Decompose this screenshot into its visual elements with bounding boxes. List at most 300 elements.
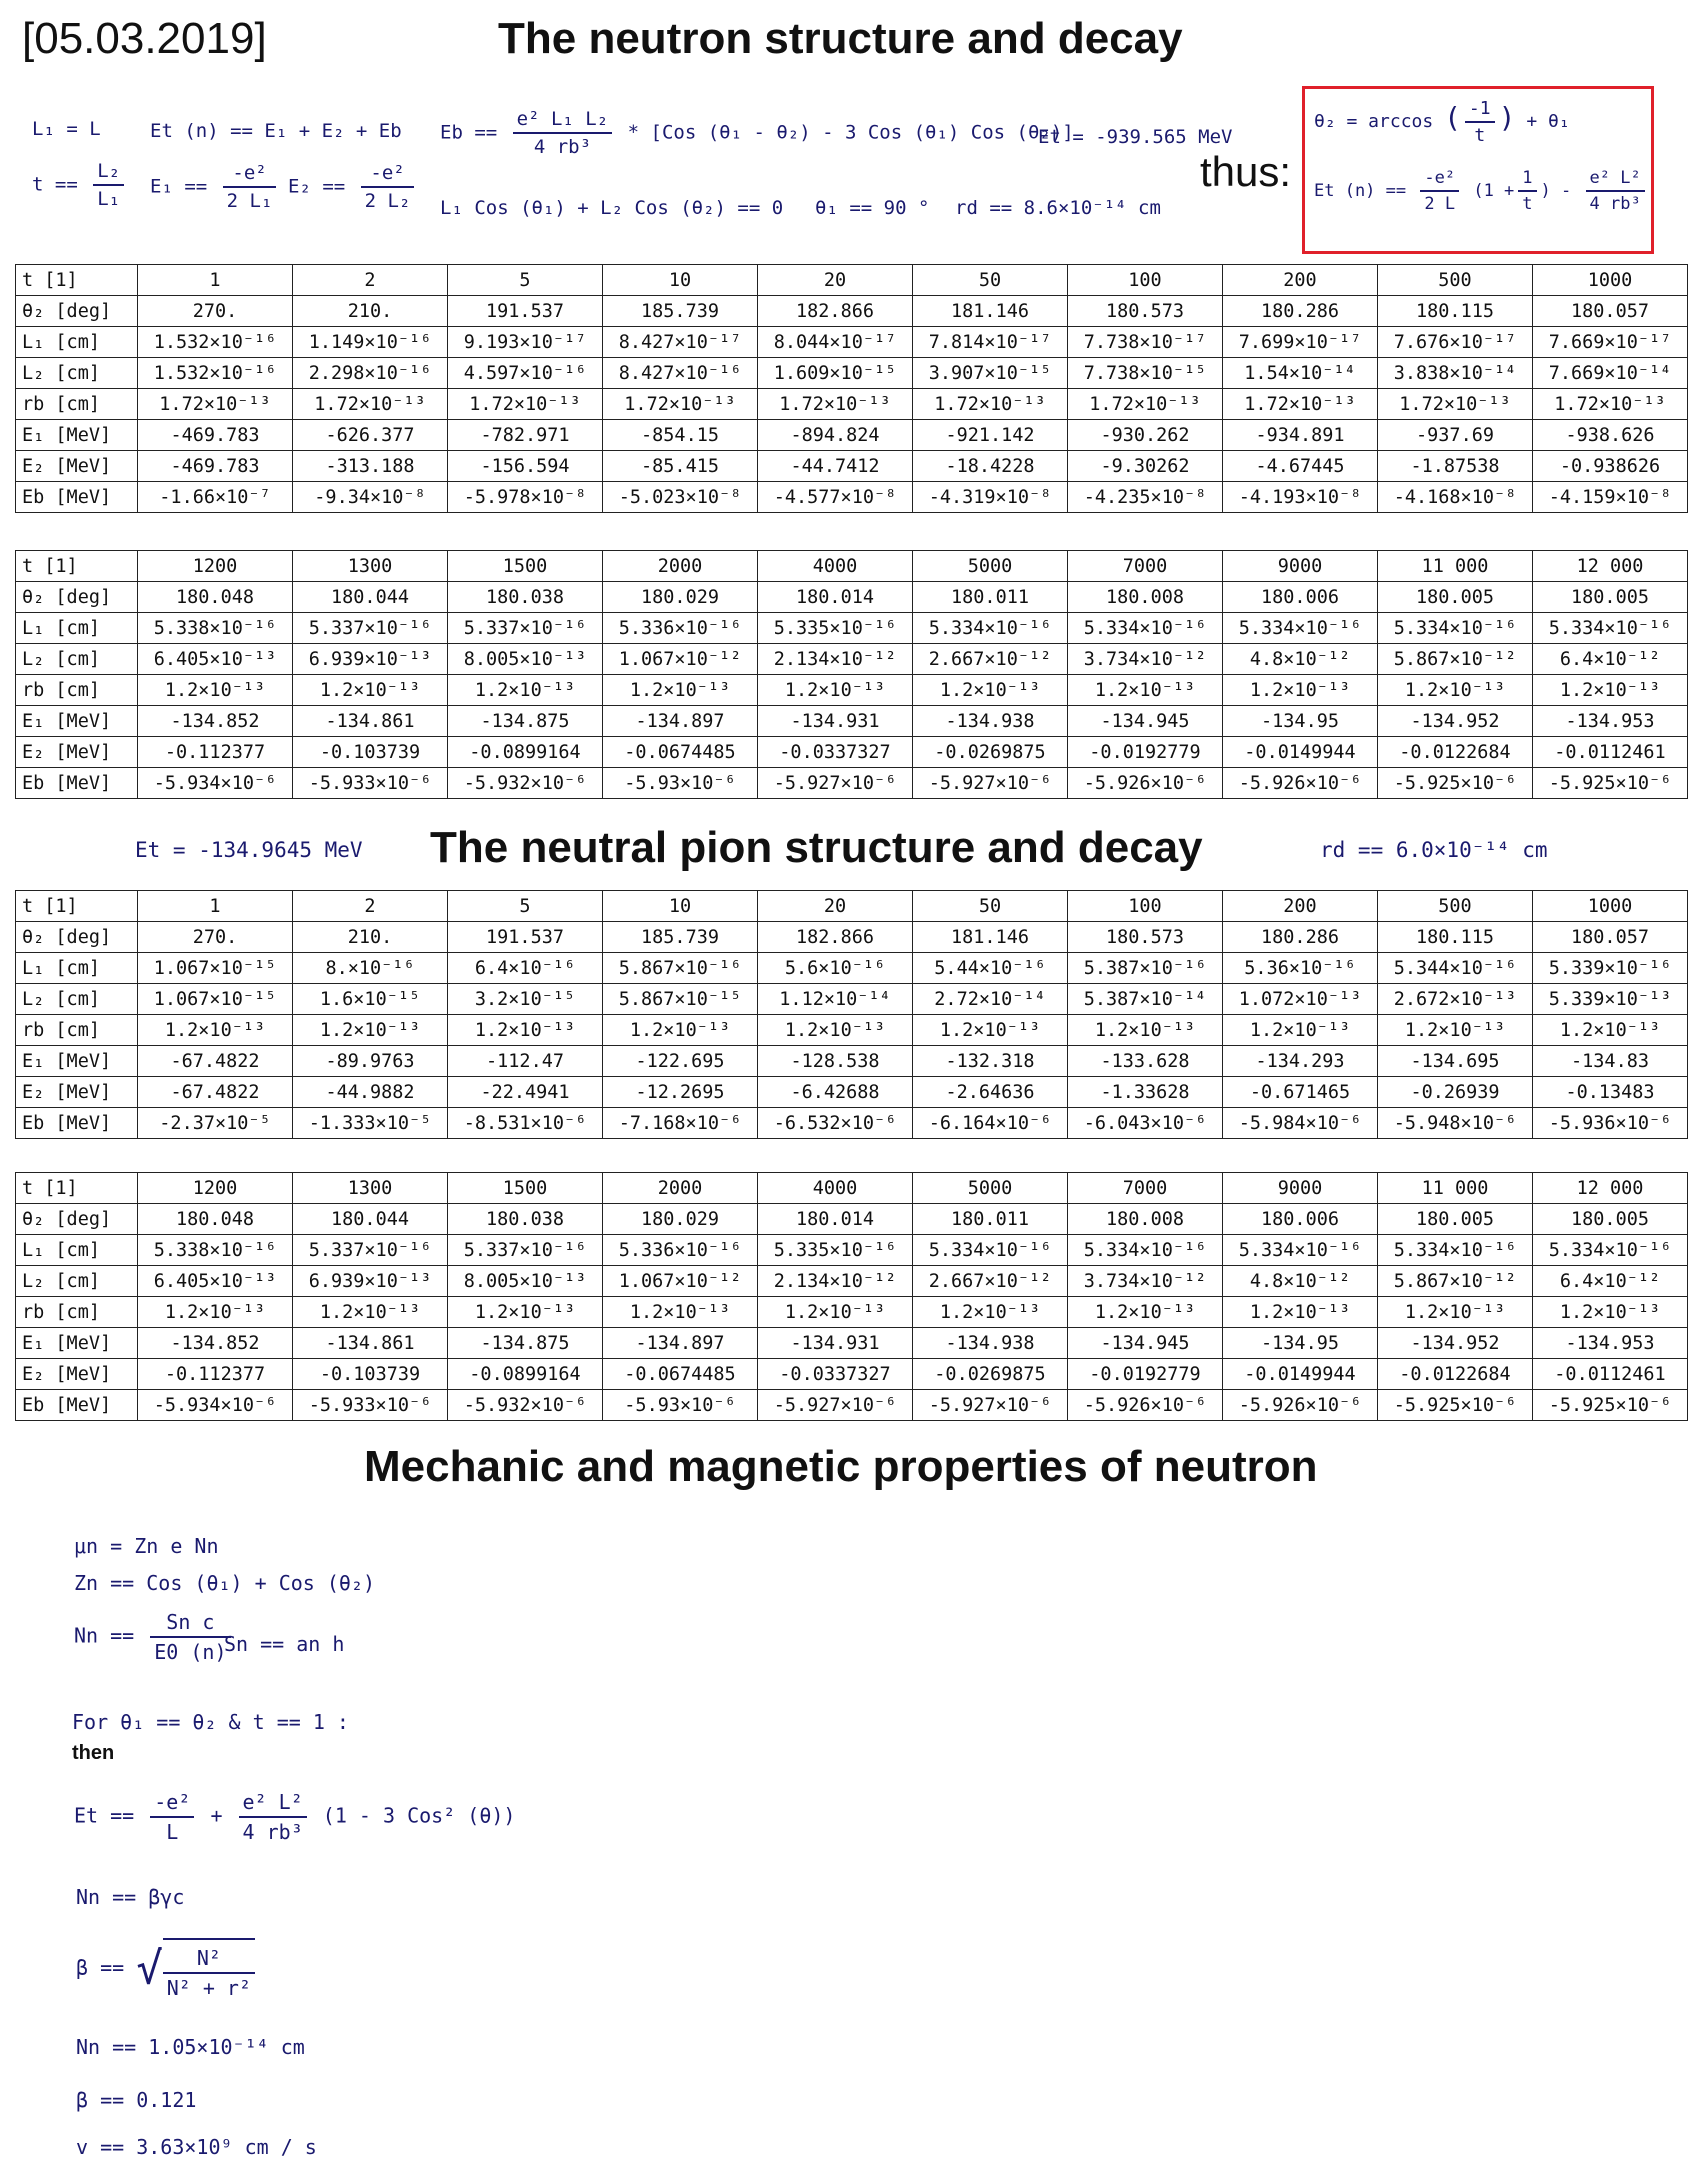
table-row	[16, 358, 1688, 389]
box-et-den2: 4 rb³	[1589, 194, 1641, 214]
table-cell: 7.699×10⁻¹⁷	[1223, 327, 1378, 358]
table-cell: 7.738×10⁻¹⁵	[1068, 358, 1223, 389]
table-cell: 6.405×10⁻¹³	[138, 644, 293, 675]
zn-equation: Zn == Cos (θ₁) + Cos (θ₂)	[74, 1571, 376, 1595]
t-definition	[32, 160, 128, 210]
table-cell: 5.335×10⁻¹⁶	[758, 1235, 913, 1266]
table-cell: 1.2×10⁻¹³	[758, 1015, 913, 1046]
table-cell: 1.067×10⁻¹²	[603, 1266, 758, 1297]
table-cell: -2.37×10⁻⁵	[138, 1108, 293, 1139]
table-cell: -469.783	[138, 420, 293, 451]
table-cell: -134.931	[758, 1328, 913, 1359]
table-cell: 5.334×10⁻¹⁶	[1533, 1235, 1688, 1266]
table-cell: 180.029	[603, 1204, 758, 1235]
table-cell: 180.006	[1223, 1204, 1378, 1235]
table-cell: 1.2×10⁻¹³	[1068, 675, 1223, 706]
table-cell: 270.	[138, 922, 293, 953]
table-cell: -4.235×10⁻⁸	[1068, 482, 1223, 513]
table-cell: -134.938	[913, 1328, 1068, 1359]
table-cell: -0.0337327	[758, 737, 913, 768]
table-row	[16, 984, 1688, 1015]
table-cell: 1.2×10⁻¹³	[293, 1297, 448, 1328]
table-cell: -5.925×10⁻⁶	[1533, 1390, 1688, 1421]
box-et	[1314, 168, 1649, 214]
table-cell: -134.953	[1533, 1328, 1688, 1359]
neutron-table-1	[15, 264, 1688, 513]
table-cell: 1.2×10⁻¹³	[913, 1297, 1068, 1328]
table-cell: 2	[293, 265, 448, 296]
table-cell: -313.188	[293, 451, 448, 482]
table-cell: 5.867×10⁻¹²	[1378, 644, 1533, 675]
nn-den: E0 (n)	[154, 1640, 227, 1664]
table-cell: -134.83	[1533, 1046, 1688, 1077]
box-paren-fraction	[1518, 168, 1536, 214]
table-cell: 7.814×10⁻¹⁷	[913, 327, 1068, 358]
table-cell: -9.34×10⁻⁸	[293, 482, 448, 513]
table-cell: -5.984×10⁻⁶	[1223, 1108, 1378, 1139]
table-cell: 5.334×10⁻¹⁶	[1068, 613, 1223, 644]
table-cell: -0.0192779	[1068, 737, 1223, 768]
table-row	[16, 953, 1688, 984]
table-cell: 5.387×10⁻¹⁴	[1068, 984, 1223, 1015]
nn-bgc-equation: Nn == βγc	[76, 1885, 185, 1909]
table-cell: -0.13483	[1533, 1077, 1688, 1108]
table-cell: 5.339×10⁻¹⁶	[1533, 953, 1688, 984]
table-cell: -6.043×10⁻⁶	[1068, 1108, 1223, 1139]
table-cell: 8.427×10⁻¹⁶	[603, 358, 758, 389]
e1-lhs: E₁ ==	[150, 175, 208, 198]
table-cell: -0.938626	[1533, 451, 1688, 482]
table-cell: -5.932×10⁻⁶	[448, 768, 603, 799]
then-label: then	[72, 1742, 115, 1764]
table-cell: -6.42688	[758, 1077, 913, 1108]
table-cell: -44.9882	[293, 1077, 448, 1108]
table-cell: 8.044×10⁻¹⁷	[758, 327, 913, 358]
table-row	[16, 1077, 1688, 1108]
table-cell: 5.338×10⁻¹⁶	[138, 613, 293, 644]
table-cell: 12 000	[1533, 1173, 1688, 1204]
table-cell: 100	[1068, 265, 1223, 296]
table-cell: -5.93×10⁻⁶	[603, 1390, 758, 1421]
v-value: v == 3.63×10⁹ cm / s	[76, 2135, 317, 2159]
row-label: L₂ [cm]	[16, 1266, 138, 1297]
table-row	[16, 922, 1688, 953]
row-label: Eb [MeV]	[16, 482, 138, 513]
table-cell: 3.2×10⁻¹⁵	[448, 984, 603, 1015]
table-cell: -5.927×10⁻⁶	[758, 768, 913, 799]
table-cell: -938.626	[1533, 420, 1688, 451]
table-row	[16, 1266, 1688, 1297]
table-cell: 10	[603, 265, 758, 296]
table-cell: -5.948×10⁻⁶	[1378, 1108, 1533, 1139]
table-cell: 8.427×10⁻¹⁷	[603, 327, 758, 358]
date-stamp: [05.03.2019]	[22, 14, 267, 63]
table-cell: 1.72×10⁻¹³	[448, 389, 603, 420]
table-cell: 2000	[603, 1173, 758, 1204]
table-cell: 1.2×10⁻¹³	[448, 1297, 603, 1328]
table-row	[16, 327, 1688, 358]
table-cell: 180.005	[1533, 582, 1688, 613]
table-cell: 4000	[758, 551, 913, 582]
et-definition: Et (n) == E₁ + E₂ + Eb	[150, 120, 402, 142]
box-theta2-fraction	[1465, 98, 1495, 146]
table-cell: 6.4×10⁻¹²	[1533, 644, 1688, 675]
table-row	[16, 389, 1688, 420]
table-cell: -44.7412	[758, 451, 913, 482]
table-cell: 1.72×10⁻¹³	[1378, 389, 1533, 420]
table-cell: -469.783	[138, 451, 293, 482]
table-cell: 210.	[293, 296, 448, 327]
table-cell: 1000	[1533, 265, 1688, 296]
table-cell: 2.72×10⁻¹⁴	[913, 984, 1068, 1015]
table-cell: 9000	[1223, 1173, 1378, 1204]
table-cell: -930.262	[1068, 420, 1223, 451]
table-cell: -128.538	[758, 1046, 913, 1077]
table-cell: 191.537	[448, 922, 603, 953]
table-cell: 20	[758, 265, 913, 296]
table-row	[16, 1015, 1688, 1046]
pion-table-2	[15, 1172, 1688, 1421]
table-cell: 5.334×10⁻¹⁶	[1223, 613, 1378, 644]
table-row	[16, 482, 1688, 513]
table-cell: 2.298×10⁻¹⁶	[293, 358, 448, 389]
table-row	[16, 582, 1688, 613]
row-label: E₁ [MeV]	[16, 1046, 138, 1077]
table-cell: -0.0899164	[448, 737, 603, 768]
table-cell: 180.005	[1378, 582, 1533, 613]
table-cell: 2000	[603, 551, 758, 582]
table-cell: 7.676×10⁻¹⁷	[1378, 327, 1533, 358]
table-cell: -5.978×10⁻⁸	[448, 482, 603, 513]
sn-equation: Sn == an h	[224, 1632, 345, 1656]
table-cell: 5.334×10⁻¹⁶	[913, 613, 1068, 644]
table-cell: -0.0112461	[1533, 737, 1688, 768]
table-row	[16, 1235, 1688, 1266]
table-cell: -9.30262	[1068, 451, 1223, 482]
table-cell: -1.33628	[1068, 1077, 1223, 1108]
et-simplified-tail: (1 - 3 Cos² (θ))	[322, 1803, 516, 1828]
table-cell: 8.×10⁻¹⁶	[293, 953, 448, 984]
table-cell: 1.067×10⁻¹⁵	[138, 984, 293, 1015]
table-cell: 1000	[1533, 891, 1688, 922]
eb-den: 4 rb³	[533, 136, 592, 158]
table-cell: -5.936×10⁻⁶	[1533, 1108, 1688, 1139]
table-cell: 5.334×10⁻¹⁶	[913, 1235, 1068, 1266]
table-row	[16, 644, 1688, 675]
table-cell: 6.939×10⁻¹³	[293, 644, 448, 675]
beta-fraction	[163, 1938, 255, 2000]
table-cell: -5.926×10⁻⁶	[1068, 768, 1223, 799]
t-num: L₂	[93, 160, 124, 186]
table-cell: -134.875	[448, 1328, 603, 1359]
table-cell: 185.739	[603, 922, 758, 953]
table-cell: -934.891	[1223, 420, 1378, 451]
et-simplified-lhs: Et ==	[74, 1803, 135, 1828]
table-cell: -5.925×10⁻⁶	[1378, 1390, 1533, 1421]
row-label: rb [cm]	[16, 675, 138, 706]
table-cell: 5.867×10⁻¹⁵	[603, 984, 758, 1015]
table-cell: 1.2×10⁻¹³	[1223, 1015, 1378, 1046]
et-simplified-num2: e² L²	[239, 1790, 307, 1818]
table-row	[16, 706, 1688, 737]
table-cell: 180.573	[1068, 922, 1223, 953]
t-fraction	[93, 160, 124, 210]
table-cell: 5.337×10⁻¹⁶	[448, 613, 603, 644]
thus-label: thus:	[1200, 148, 1292, 195]
table-cell: 8.005×10⁻¹³	[448, 1266, 603, 1297]
table-cell: 1.2×10⁻¹³	[138, 1015, 293, 1046]
table-cell: 1.2×10⁻¹³	[448, 675, 603, 706]
table-cell: -5.93×10⁻⁶	[603, 768, 758, 799]
table-cell: -112.47	[448, 1046, 603, 1077]
constraint-equation: L₁ Cos (θ₁) + L₂ Cos (θ₂) == 0	[440, 197, 784, 219]
table-cell: 6.939×10⁻¹³	[293, 1266, 448, 1297]
table-cell: 1.72×10⁻¹³	[138, 389, 293, 420]
table-cell: 182.866	[758, 922, 913, 953]
table-cell: 1	[138, 265, 293, 296]
table-cell: 3.734×10⁻¹²	[1068, 644, 1223, 675]
table-row	[16, 265, 1688, 296]
row-label: L₁ [cm]	[16, 1235, 138, 1266]
table-cell: -1.333×10⁻⁵	[293, 1108, 448, 1139]
table-cell: 7.738×10⁻¹⁷	[1068, 327, 1223, 358]
table-cell: 5.334×10⁻¹⁶	[1378, 613, 1533, 644]
table-cell: -0.0112461	[1533, 1359, 1688, 1390]
table-cell: 2.672×10⁻¹³	[1378, 984, 1533, 1015]
table-cell: -134.852	[138, 706, 293, 737]
table-cell: 180.286	[1223, 922, 1378, 953]
table-row	[16, 768, 1688, 799]
nn-lhs: Nn ==	[74, 1623, 135, 1648]
row-label: E₂ [MeV]	[16, 737, 138, 768]
table-cell: 9000	[1223, 551, 1378, 582]
table-cell: 210.	[293, 922, 448, 953]
table-cell: 1.2×10⁻¹³	[1533, 1297, 1688, 1328]
table-cell: -5.926×10⁻⁶	[1223, 768, 1378, 799]
table-cell: 11 000	[1378, 551, 1533, 582]
theta1-value: θ₁ == 90 °	[815, 197, 930, 219]
table-cell: -133.628	[1068, 1046, 1223, 1077]
table-cell: 1200	[138, 551, 293, 582]
pion-rd-value: rd == 6.0×10⁻¹⁴ cm	[1320, 838, 1548, 862]
table-cell: -134.852	[138, 1328, 293, 1359]
table-row	[16, 1173, 1688, 1204]
table-cell: 12 000	[1533, 551, 1688, 582]
table-cell: -5.927×10⁻⁶	[758, 1390, 913, 1421]
rd-value: rd == 8.6×10⁻¹⁴ cm	[955, 197, 1161, 219]
e2-lhs: E₂ ==	[288, 175, 346, 198]
table-cell: 2.667×10⁻¹²	[913, 1266, 1068, 1297]
table-cell: -134.952	[1378, 1328, 1533, 1359]
box-theta2: θ₂ = arccos ( $\frac{-1}{t}$ ) + θ₁	[1314, 98, 1570, 146]
e2-fraction	[361, 162, 415, 212]
row-label: Eb [MeV]	[16, 1108, 138, 1139]
table-cell: -134.95	[1223, 706, 1378, 737]
table-cell: -5.925×10⁻⁶	[1533, 768, 1688, 799]
table-cell: 1.2×10⁻¹³	[448, 1015, 603, 1046]
beta-value: β == 0.121	[76, 2088, 197, 2112]
table-cell: 5.334×10⁻¹⁶	[1378, 1235, 1533, 1266]
row-label: L₁ [cm]	[16, 613, 138, 644]
table-row	[16, 1046, 1688, 1077]
table-cell: -5.926×10⁻⁶	[1068, 1390, 1223, 1421]
table-cell: 5000	[913, 1173, 1068, 1204]
table-cell: -134.875	[448, 706, 603, 737]
table-row	[16, 551, 1688, 582]
mech-title: Mechanic and magnetic properties of neutron	[364, 1442, 1318, 1491]
table-cell: 10	[603, 891, 758, 922]
table-cell: 200	[1223, 265, 1378, 296]
table-cell: 200	[1223, 891, 1378, 922]
table-cell: 5000	[913, 551, 1068, 582]
table-cell: 1.532×10⁻¹⁶	[138, 327, 293, 358]
table-cell: -4.193×10⁻⁸	[1223, 482, 1378, 513]
table-cell: 180.008	[1068, 582, 1223, 613]
table-cell: 5.867×10⁻¹²	[1378, 1266, 1533, 1297]
table-cell: 1.72×10⁻¹³	[293, 389, 448, 420]
table-cell: 5.344×10⁻¹⁶	[1378, 953, 1533, 984]
row-label: E₂ [MeV]	[16, 1077, 138, 1108]
table-cell: 182.866	[758, 296, 913, 327]
table-cell: -854.15	[603, 420, 758, 451]
row-label: E₁ [MeV]	[16, 706, 138, 737]
table-cell: -0.671465	[1223, 1077, 1378, 1108]
row-label: t [1]	[16, 551, 138, 582]
table-cell: 1.072×10⁻¹³	[1223, 984, 1378, 1015]
table-row	[16, 675, 1688, 706]
table-cell: 180.029	[603, 582, 758, 613]
nn-fraction	[150, 1610, 230, 1664]
table-cell: -0.112377	[138, 1359, 293, 1390]
table-cell: -921.142	[913, 420, 1068, 451]
table-cell: 1.2×10⁻¹³	[1068, 1015, 1223, 1046]
table-cell: -4.577×10⁻⁸	[758, 482, 913, 513]
box-et-num2: e² L²	[1586, 168, 1645, 192]
row-label: θ₂ [deg]	[16, 296, 138, 327]
row-label: θ₂ [deg]	[16, 582, 138, 613]
table-cell: -5.934×10⁻⁶	[138, 1390, 293, 1421]
t-lhs: t ==	[32, 173, 78, 196]
et-simplified	[74, 1790, 515, 1844]
table-cell: -134.952	[1378, 706, 1533, 737]
table-cell: 2.134×10⁻¹²	[758, 644, 913, 675]
pion-title: The neutral pion structure and decay	[430, 823, 1203, 872]
nn-value: Nn == 1.05×10⁻¹⁴ cm	[76, 2035, 305, 2059]
table-cell: 50	[913, 265, 1068, 296]
table-cell: 100	[1068, 891, 1223, 922]
neutron-table-2	[15, 550, 1688, 799]
table-cell: 2.134×10⁻¹²	[758, 1266, 913, 1297]
table-cell: 1.2×10⁻¹³	[1223, 1297, 1378, 1328]
table-cell: -937.69	[1378, 420, 1533, 451]
row-label: Eb [MeV]	[16, 1390, 138, 1421]
table-cell: 180.044	[293, 582, 448, 613]
table-cell: 20	[758, 891, 913, 922]
table-cell: 9.193×10⁻¹⁷	[448, 327, 603, 358]
et-simplified-den2: 4 rb³	[242, 1820, 303, 1844]
e2-definition	[288, 162, 418, 212]
table-cell: 2	[293, 891, 448, 922]
table-cell: 180.011	[913, 1204, 1068, 1235]
table-cell: 180.115	[1378, 922, 1533, 953]
table-row	[16, 1297, 1688, 1328]
box-et-den1: 2 L	[1424, 194, 1456, 214]
et-simplified-plus: +	[210, 1803, 223, 1828]
et-simplified-den1: L	[166, 1820, 179, 1844]
table-row	[16, 296, 1688, 327]
row-label: E₁ [MeV]	[16, 1328, 138, 1359]
table-cell: -0.112377	[138, 737, 293, 768]
box-theta2-lhs: θ₂ = arccos	[1314, 111, 1434, 132]
eb-num: e² L₁ L₂	[513, 108, 613, 134]
table-cell: 4.597×10⁻¹⁶	[448, 358, 603, 389]
table-cell: 5.334×10⁻¹⁶	[1068, 1235, 1223, 1266]
table-cell: -134.945	[1068, 706, 1223, 737]
table-cell: 4.8×10⁻¹²	[1223, 644, 1378, 675]
table-cell: 1.2×10⁻¹³	[913, 675, 1068, 706]
table-cell: 4000	[758, 1173, 913, 1204]
row-label: E₂ [MeV]	[16, 1359, 138, 1390]
row-label: rb [cm]	[16, 1015, 138, 1046]
table-cell: 181.146	[913, 922, 1068, 953]
table-cell: 181.146	[913, 296, 1068, 327]
box-paren-num: 1	[1518, 168, 1536, 192]
table-cell: -134.953	[1533, 706, 1688, 737]
box-theta2-num: -1	[1465, 98, 1495, 123]
row-label: rb [cm]	[16, 1297, 138, 1328]
table-cell: -89.9763	[293, 1046, 448, 1077]
row-label: t [1]	[16, 1173, 138, 1204]
et-value: Et = -939.565 MeV	[1038, 126, 1233, 148]
table-cell: -0.103739	[293, 737, 448, 768]
beta-den: N² + r²	[166, 1976, 252, 2000]
table-cell: -0.0899164	[448, 1359, 603, 1390]
table-cell: 5.335×10⁻¹⁶	[758, 613, 913, 644]
table-cell: -626.377	[293, 420, 448, 451]
table-cell: -134.861	[293, 1328, 448, 1359]
table-cell: 270.	[138, 296, 293, 327]
nn-equation	[74, 1610, 235, 1664]
table-cell: -67.4822	[138, 1077, 293, 1108]
table-cell: 1.532×10⁻¹⁶	[138, 358, 293, 389]
row-label: rb [cm]	[16, 389, 138, 420]
table-cell: 5.334×10⁻¹⁶	[1223, 1235, 1378, 1266]
table-cell: -12.2695	[603, 1077, 758, 1108]
table-cell: 180.048	[138, 1204, 293, 1235]
table-cell: 1.2×10⁻¹³	[603, 675, 758, 706]
table-cell: -134.938	[913, 706, 1068, 737]
table-cell: 5.336×10⁻¹⁶	[603, 613, 758, 644]
beta-lhs: β ==	[76, 1955, 125, 1980]
for-condition: For θ₁ == θ₂ & t == 1 :	[72, 1710, 349, 1734]
table-cell: -67.4822	[138, 1046, 293, 1077]
et-simplified-fraction1	[150, 1790, 194, 1844]
pion-table-1	[15, 890, 1688, 1139]
e2-den: 2 L₂	[364, 190, 411, 212]
table-cell: 1.2×10⁻¹³	[603, 1297, 758, 1328]
table-row	[16, 1328, 1688, 1359]
table-cell: 1.2×10⁻¹³	[1378, 1297, 1533, 1328]
table-cell: 4.8×10⁻¹²	[1223, 1266, 1378, 1297]
table-cell: 1.149×10⁻¹⁶	[293, 327, 448, 358]
table-row	[16, 1108, 1688, 1139]
table-cell: 1.2×10⁻¹³	[138, 675, 293, 706]
table-cell: 1.2×10⁻¹³	[1223, 675, 1378, 706]
table-cell: -5.927×10⁻⁶	[913, 1390, 1068, 1421]
table-cell: 5.867×10⁻¹⁶	[603, 953, 758, 984]
row-label: E₁ [MeV]	[16, 420, 138, 451]
neutron-title: The neutron structure and decay	[498, 14, 1183, 63]
